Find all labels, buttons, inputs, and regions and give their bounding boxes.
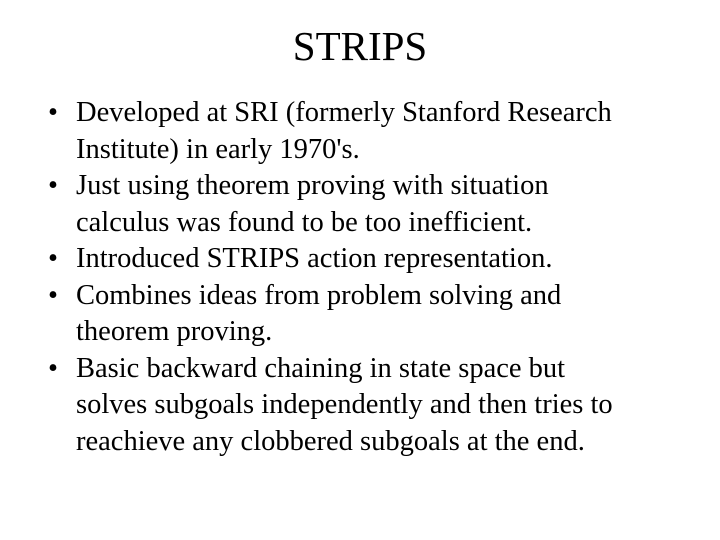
bullet-text-line: Developed at SRI (formerly Stanford Research: [76, 97, 612, 128]
bullet-text-line: calculus was found to be too inefficient.: [76, 206, 533, 238]
bullet-text-line: Institute) in early 1970's.: [76, 133, 360, 165]
bullet-item: [48, 168, 698, 241]
bullet-text-line: Introduced STRIPS action representation.: [76, 243, 553, 274]
bullet-icon: •: [48, 97, 58, 128]
bullet-item: [48, 95, 698, 168]
bullet-icon: •: [48, 170, 58, 201]
bullet-item: [48, 241, 698, 278]
bullet-text-line: Basic backward chaining in state space but: [76, 352, 566, 384]
bullet-text-line: reachieve any clobbered subgoals at the end.: [76, 425, 585, 457]
slide-title: STRIPS: [292, 23, 428, 69]
bullet-item: [48, 351, 698, 461]
bullet-text-line: solves subgoals independently and then tries to: [76, 389, 613, 420]
bullet-text-line: Combines ideas from problem solving and: [76, 279, 562, 311]
bullet-text-line: Just using theorem proving with situation: [76, 170, 549, 201]
bullet-icon: •: [48, 243, 58, 274]
bullet-icon: •: [48, 352, 58, 384]
bullet-text-line: theorem proving.: [76, 316, 273, 347]
bullet-list: [48, 95, 698, 460]
bullet-icon: •: [48, 279, 58, 311]
bullet-item: [48, 278, 698, 351]
